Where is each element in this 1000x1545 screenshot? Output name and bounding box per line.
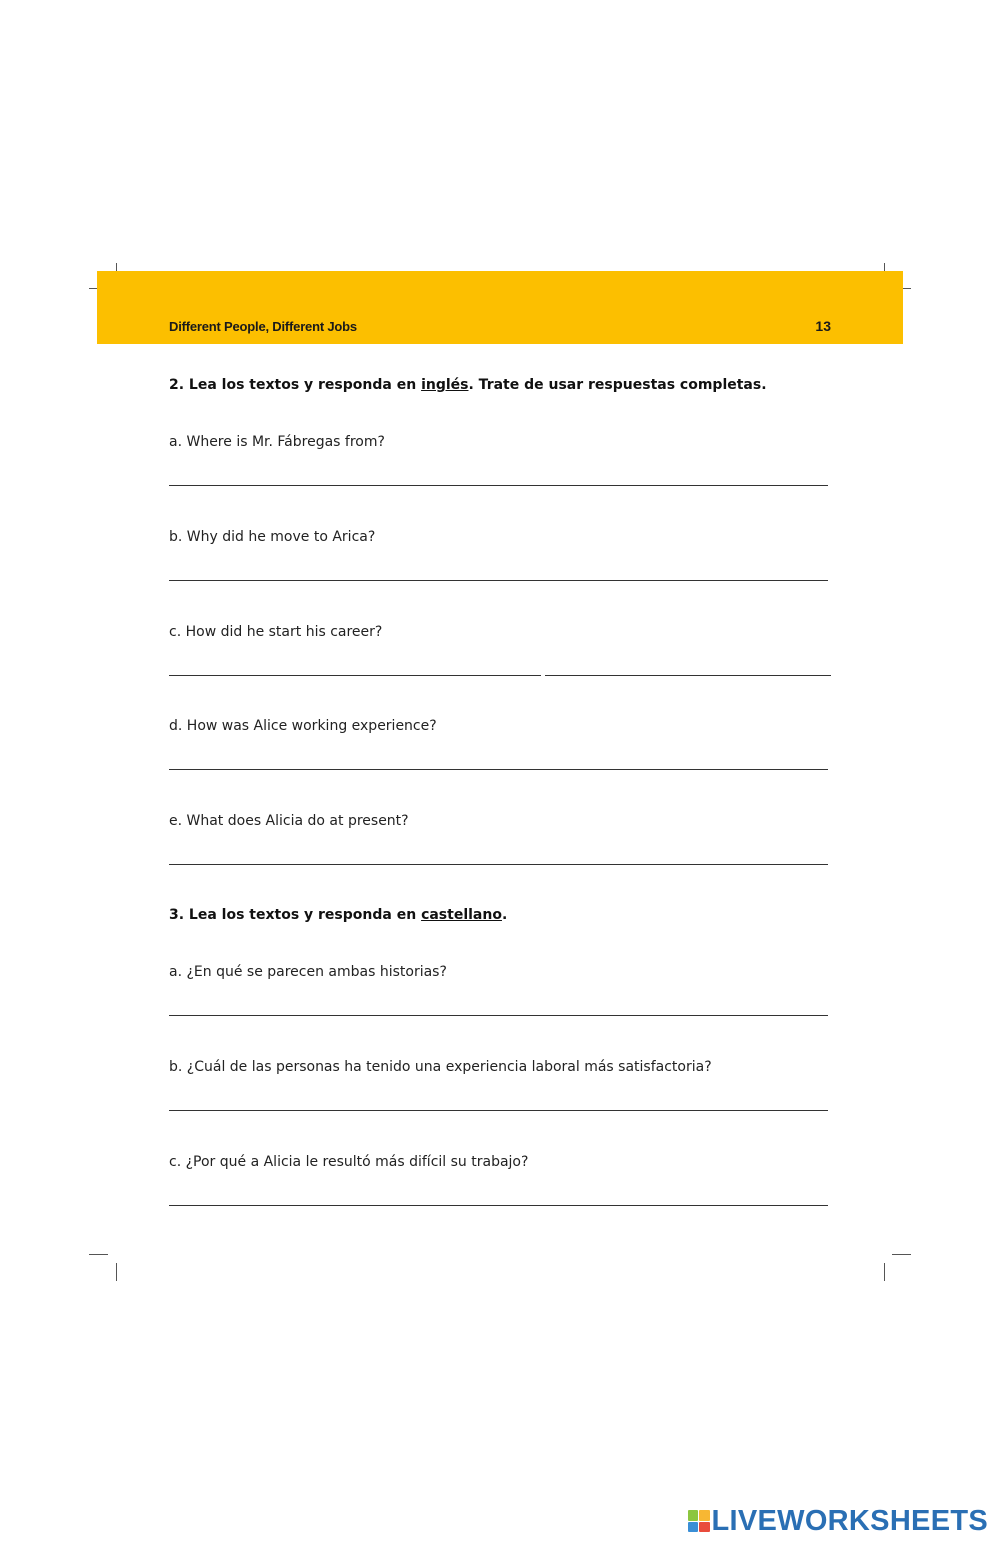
liveworksheets-logo bbox=[688, 1503, 989, 1539]
section-3-heading-emphasis: castellano bbox=[421, 907, 502, 923]
section-3-heading bbox=[169, 907, 507, 923]
answer-line-3c[interactable] bbox=[169, 1205, 828, 1206]
question-2b: b. Why did he move to Arica? bbox=[169, 529, 376, 545]
crop-mark-bottom-left-v bbox=[116, 1263, 117, 1281]
answer-line-3a[interactable] bbox=[169, 1015, 828, 1016]
logo-tile-blue bbox=[688, 1522, 699, 1533]
question-2c: c. How did he start his career? bbox=[169, 624, 383, 640]
section-2-heading bbox=[169, 377, 767, 393]
liveworksheets-logo-icon bbox=[688, 1510, 710, 1532]
logo-tile-yellow bbox=[699, 1510, 710, 1521]
question-3b: b. ¿Cuál de las personas ha tenido una experiencia laboral más satisfactoria? bbox=[169, 1059, 712, 1075]
answer-line-2d[interactable] bbox=[169, 769, 828, 770]
section-3-heading-suffix: . bbox=[501, 907, 508, 923]
question-2d: d. How was Alice working experience? bbox=[169, 718, 437, 734]
answer-line-2b[interactable] bbox=[169, 580, 828, 581]
question-2e: e. What does Alicia do at present? bbox=[169, 813, 409, 829]
page-header-band bbox=[97, 271, 903, 344]
question-3c: c. ¿Por qué a Alicia le resultó más difícil su trabajo? bbox=[169, 1154, 529, 1170]
answer-line-2e[interactable] bbox=[169, 864, 828, 865]
question-2a: a. Where is Mr. Fábregas from? bbox=[169, 434, 385, 450]
answer-line-2a[interactable] bbox=[169, 485, 828, 486]
section-2-heading-emphasis: inglés bbox=[421, 377, 469, 393]
section-2-heading-suffix: . Trate de usar respuestas completas. bbox=[468, 377, 767, 393]
crop-mark-bottom-right-v bbox=[884, 1263, 885, 1281]
answer-line-2c-part2[interactable] bbox=[545, 675, 831, 676]
page-number: 13 bbox=[815, 318, 831, 334]
crop-mark-bottom-left-h bbox=[89, 1254, 108, 1255]
logo-tile-green bbox=[688, 1510, 699, 1521]
question-3a: a. ¿En qué se parecen ambas historias? bbox=[169, 964, 447, 980]
liveworksheets-logo-text: LIVEWORKSHEETS bbox=[711, 1504, 988, 1537]
answer-line-2c-part1[interactable] bbox=[169, 675, 541, 676]
section-3-heading-prefix: 3. Lea los textos y responda en bbox=[169, 907, 422, 923]
crop-mark-bottom-right-h bbox=[892, 1254, 911, 1255]
section-2-heading-prefix: 2. Lea los textos y responda en bbox=[169, 377, 422, 393]
header-title: Different People, Different Jobs bbox=[169, 319, 357, 334]
logo-tile-red bbox=[699, 1522, 710, 1533]
answer-line-3b[interactable] bbox=[169, 1110, 828, 1111]
